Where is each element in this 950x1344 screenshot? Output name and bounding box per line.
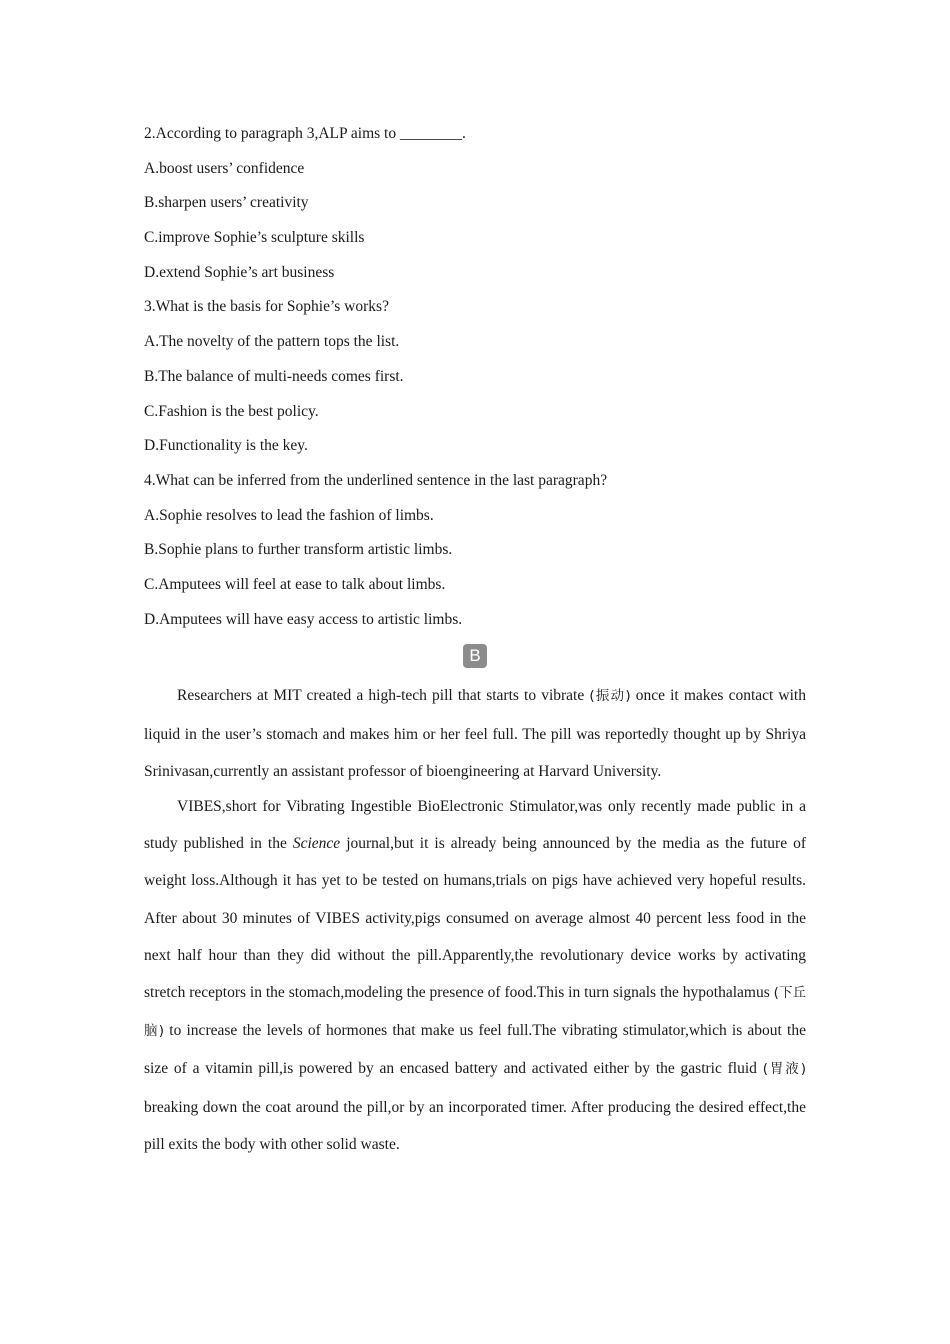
document-page xyxy=(144,124,806,1163)
passage-paragraph-2 xyxy=(144,788,806,1163)
question-stem: 2.According to paragraph 3,ALP aims to ________. xyxy=(144,125,466,142)
paragraph-text: once it makes contact with liquid in the user’s stomach and makes him or her feel full. The pill was reportedly thought up by Shriya Srinivasan,currently an assistant professor of bioengineering at Harvard University. xyxy=(144,687,806,780)
paragraph-text: journal,but it is already being announced by the media as the future of weight loss.Although it has yet to be tested on humans,trials on pigs have achieved very hopeful results. After about 30 minutes of VIBES activity,pigs consumed on average almost 40 percent less food in the next half hour than they did without the pill.Apparently,the revolutionary device works by activating stretch receptors in the stomach,modeling the presence of food.This in turn signals the hypothalamus xyxy=(144,835,806,1001)
question-4 xyxy=(144,471,806,630)
paragraph-text: Researchers at MIT created a high-tech pill that starts to vibrate xyxy=(177,687,590,705)
paragraph-text: VIBES,short for Vibrating Ingestible BioElectronic Stimulator,was only recently made public in a study published in the xyxy=(144,797,806,853)
question-stem: 3.What is the basis for Sophie’s works? xyxy=(144,298,389,316)
chinese-gloss: (振动) xyxy=(589,688,631,705)
question-2 xyxy=(144,124,806,283)
option-b: B.The balance of multi-needs comes first. xyxy=(144,367,404,385)
option-a: A.Sophie resolves to lead the fashion of limbs. xyxy=(144,506,434,524)
option-c: C.Amputees will feel at ease to talk about limbs. xyxy=(144,575,446,593)
paragraph-text: breaking down the coat around the pill,or by an incorporated timer. After producing the desired effect,the pill exits the body with other solid waste. xyxy=(144,1098,806,1153)
chinese-gloss: (胃液) xyxy=(762,1061,806,1078)
question-3 xyxy=(144,297,806,456)
option-c: C.improve Sophie’s sculpture skills xyxy=(144,229,365,247)
passage-paragraph-1 xyxy=(144,677,806,790)
section-badge: B xyxy=(463,644,487,668)
section-header xyxy=(144,644,806,670)
option-c: C.Fashion is the best policy. xyxy=(144,402,319,420)
option-d: D.extend Sophie’s art business xyxy=(144,263,335,281)
option-d: D.Functionality is the key. xyxy=(144,437,308,455)
question-stem: 4.What can be inferred from the underlined sentence in the last paragraph? xyxy=(144,471,608,489)
option-b: B.sharpen users’ creativity xyxy=(144,194,309,212)
chinese-gloss: (下丘脑) xyxy=(144,984,806,1040)
option-d: D.Amputees will have easy access to artistic limbs. xyxy=(144,610,463,628)
option-b: B.Sophie plans to further transform artistic limbs. xyxy=(144,541,453,559)
option-a: A.boost users’ confidence xyxy=(144,159,305,177)
option-a: A.The novelty of the pattern tops the list. xyxy=(144,333,400,351)
journal-title: Science xyxy=(292,835,341,853)
paragraph-text: to increase the levels of hormones that make us feel full.The vibrating stimulator,which is about the size of a vitamin pill,is powered by an encased battery and activated either by the gastric fluid xyxy=(144,1022,806,1078)
